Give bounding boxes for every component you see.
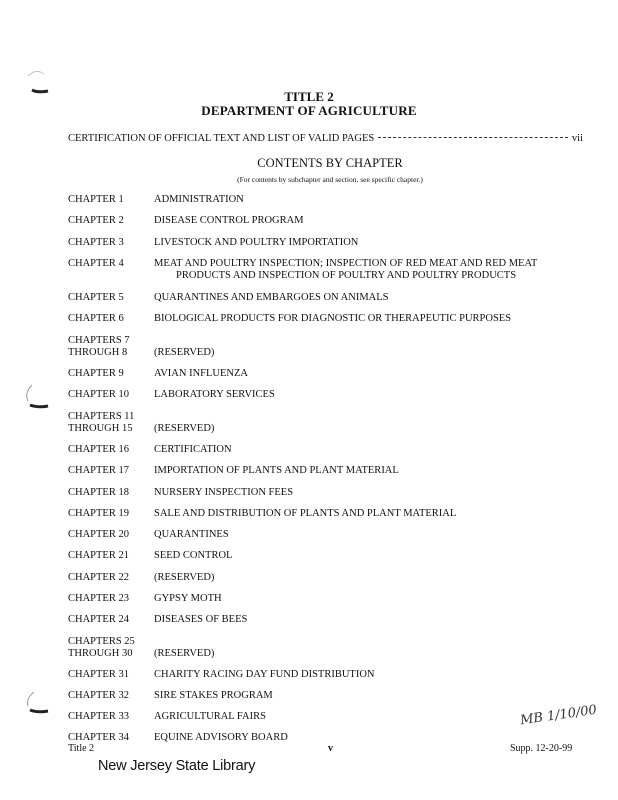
chapter-title-continued: PRODUCTS AND INSPECTION OF POULTRY AND POULTRY PRODUCTS <box>176 270 517 281</box>
chapter-number: CHAPTER 19 <box>68 508 129 519</box>
chapter-number: CHAPTER 33 <box>68 711 129 722</box>
chapter-title: (RESERVED) <box>154 572 215 583</box>
chapter-number: CHAPTER 16 <box>68 444 129 455</box>
chapter-title: SIRE STAKES PROGRAM <box>154 690 273 701</box>
chapter-title: GYPSY MOTH <box>154 593 222 604</box>
contents-heading: CONTENTS BY CHAPTER <box>257 156 403 170</box>
chapter-number: CHAPTERS 7 <box>68 335 130 346</box>
chapter-title: DISEASES OF BEES <box>154 614 248 625</box>
punch-hole-mark <box>22 383 50 411</box>
title-line-2: DEPARTMENT OF AGRICULTURE <box>201 103 417 118</box>
chapter-title: (RESERVED) <box>154 423 215 434</box>
chapter-number: CHAPTER 17 <box>68 465 129 476</box>
chapter-number: CHAPTER 10 <box>68 389 129 400</box>
library-stamp: New Jersey State Library <box>98 758 256 774</box>
chapter-number: CHAPTER 34 <box>68 732 129 743</box>
chapter-title: MEAT AND POULTRY INSPECTION; INSPECTION OF RED MEAT AND RED MEAT <box>154 258 538 269</box>
chapter-number: CHAPTER 21 <box>68 550 129 561</box>
chapter-title: CHARITY RACING DAY FUND DISTRIBUTION <box>154 669 375 680</box>
certification-page: vii <box>571 133 583 144</box>
title-line-1: TITLE 2 <box>284 89 334 104</box>
dot-leader <box>378 137 568 138</box>
chapter-title: QUARANTINES AND EMBARGOES ON ANIMALS <box>154 292 389 303</box>
chapter-title: DISEASE CONTROL PROGRAM <box>154 215 304 226</box>
chapter-title: SALE AND DISTRIBUTION OF PLANTS AND PLANT MATERIAL <box>154 508 457 519</box>
chapter-title: BIOLOGICAL PRODUCTS FOR DIAGNOSTIC OR THERAPEUTIC PURPOSES <box>154 313 512 324</box>
chapter-number: CHAPTER 31 <box>68 669 129 680</box>
chapter-title: LABORATORY SERVICES <box>154 389 275 400</box>
chapter-number: CHAPTER 6 <box>68 313 124 324</box>
chapter-number-continued: THROUGH 8 <box>68 347 128 358</box>
chapter-title: NURSERY INSPECTION FEES <box>154 487 294 498</box>
chapter-number: CHAPTER 5 <box>68 292 124 303</box>
chapter-title: AVIAN INFLUENZA <box>154 368 249 379</box>
punch-hole-mark <box>22 690 50 718</box>
chapter-number: CHAPTER 2 <box>68 215 124 226</box>
chapter-number: CHAPTER 18 <box>68 487 129 498</box>
chapter-number: CHAPTER 4 <box>68 258 124 269</box>
chapter-number: CHAPTER 9 <box>68 368 124 379</box>
chapter-number: CHAPTER 32 <box>68 690 129 701</box>
chapter-title: AGRICULTURAL FAIRS <box>154 711 266 722</box>
chapter-number: CHAPTER 1 <box>68 194 124 205</box>
chapter-number: CHAPTERS 11 <box>68 411 135 422</box>
chapter-title: QUARANTINES <box>154 529 229 540</box>
chapter-number: CHAPTER 3 <box>68 237 124 248</box>
chapter-title: SEED CONTROL <box>154 550 233 561</box>
certification-line <box>68 133 583 144</box>
chapter-number: CHAPTER 20 <box>68 529 129 540</box>
chapter-number: CHAPTER 23 <box>68 593 129 604</box>
chapter-number-continued: THROUGH 30 <box>68 648 133 659</box>
footer-title: Title 2 <box>68 743 95 754</box>
chapter-title: IMPORTATION OF PLANTS AND PLANT MATERIAL <box>154 465 399 476</box>
chapter-title: EQUINE ADVISORY BOARD <box>154 732 288 743</box>
chapter-title: (RESERVED) <box>154 648 215 659</box>
contents-note: (For contents by subchapter and section, see specific chapter.) <box>237 175 423 184</box>
chapter-number: CHAPTER 24 <box>68 614 129 625</box>
footer-page-number: v <box>328 743 333 754</box>
chapter-number-continued: THROUGH 15 <box>68 423 133 434</box>
chapter-number: CHAPTER 22 <box>68 572 129 583</box>
certification-text: CERTIFICATION OF OFFICIAL TEXT AND LIST OF VALID PAGES <box>68 133 375 144</box>
chapter-title: LIVESTOCK AND POULTRY IMPORTATION <box>154 237 359 248</box>
footer-supplement-date: Supp. 12-20-99 <box>510 743 573 754</box>
chapter-title: (RESERVED) <box>154 347 215 358</box>
handwritten-note: MB 1/10/00 <box>519 702 598 729</box>
chapter-title: CERTIFICATION <box>154 444 232 455</box>
chapter-title: ADMINISTRATION <box>154 194 244 205</box>
chapter-number: CHAPTERS 25 <box>68 636 135 647</box>
